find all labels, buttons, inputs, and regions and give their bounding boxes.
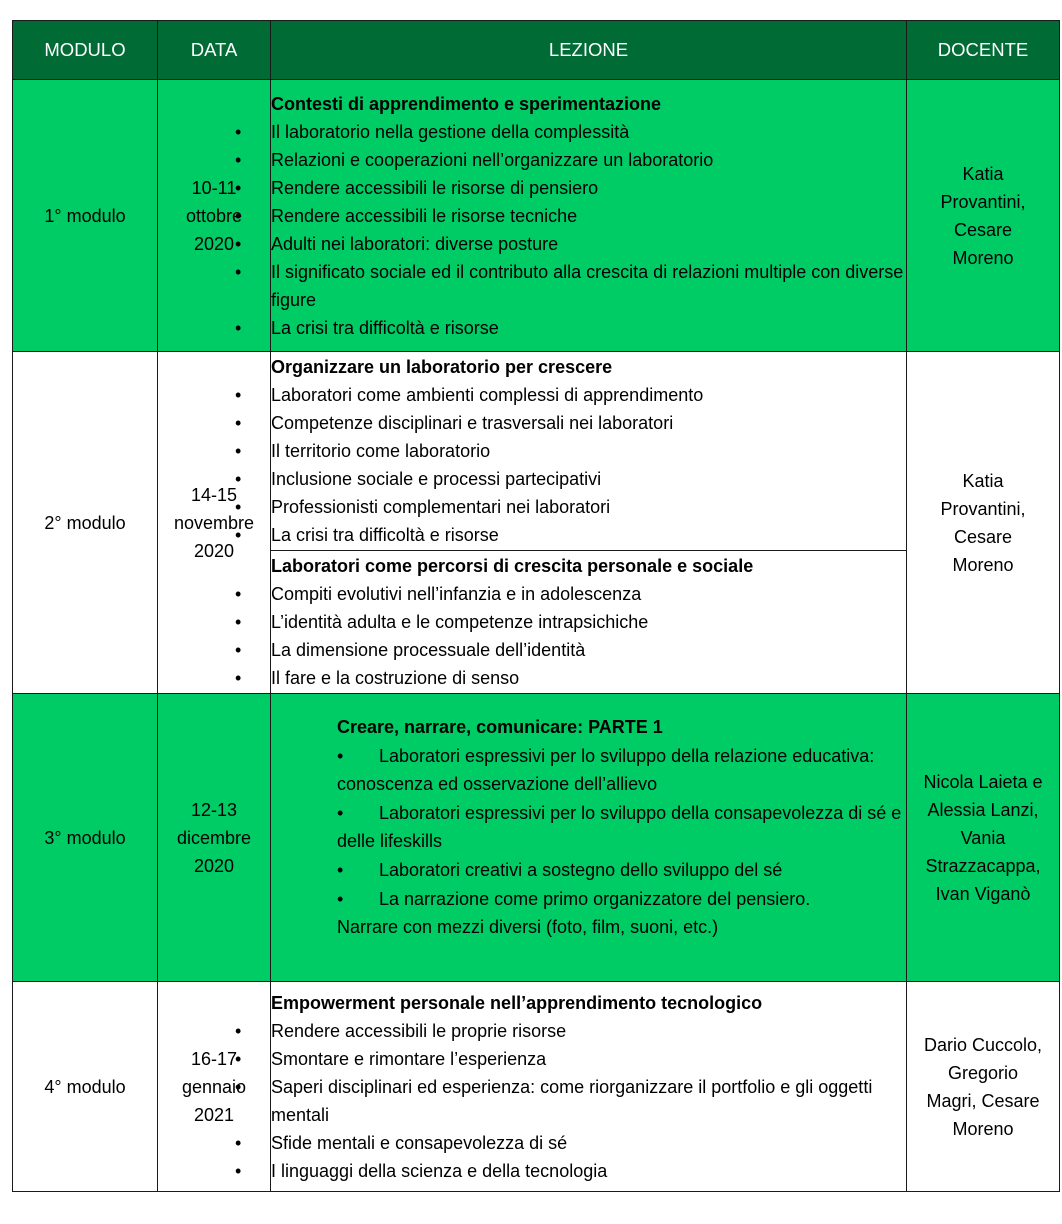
lesson-item-list — [271, 1017, 906, 1185]
docente-line: Cesare — [953, 219, 1013, 240]
date-line: 12-13 — [190, 799, 238, 820]
docente-line: Katia — [962, 163, 1004, 184]
lesson-title: Empowerment personale nell’apprendimento tecnologico — [271, 992, 763, 1013]
docente-line: Nicola Laieta e — [923, 771, 1043, 792]
lesson-item: • La crisi tra difficoltà e risorse — [235, 521, 906, 549]
lesson-cell — [271, 694, 907, 982]
header-lezione: LEZIONE — [271, 21, 907, 80]
lesson-title: Laboratori come percorsi di crescita personale e sociale — [271, 556, 754, 576]
bullet-icon: • — [337, 802, 344, 823]
date-line: 14-15 — [190, 484, 238, 505]
lesson-cell — [271, 982, 907, 1192]
lesson-item-list — [271, 580, 906, 692]
lesson-item: • Relazioni e cooperazioni nell’organizzare un laboratorio — [235, 146, 906, 174]
lesson-item: • Smontare e rimontare l’esperienza — [235, 1045, 906, 1073]
date-line: 2020 — [193, 540, 235, 561]
lesson-item: • La crisi tra difficoltà e risorse — [235, 314, 906, 342]
lesson-item: • Sfide mentali e consapevolezza di sé — [235, 1129, 906, 1157]
docente-cell — [907, 352, 1060, 694]
lesson-item-text: Laboratori espressivi per lo sviluppo della consapevolezza di sé e delle lifeskills — [337, 802, 902, 851]
bullet-icon: • — [337, 888, 344, 909]
header-modulo: MODULO — [13, 21, 158, 80]
lesson-item: • Laboratori come ambienti complessi di apprendimento — [235, 381, 906, 409]
docente-line: Moreno — [952, 247, 1014, 268]
docente-line: Magri, Cesare — [926, 1090, 1040, 1111]
lesson-item: • Rendere accessibili le risorse di pensiero — [235, 174, 906, 202]
module-row-1 — [13, 80, 1060, 352]
module-row-3 — [13, 694, 1060, 982]
lesson-item: • Inclusione sociale e processi partecipativi — [235, 465, 906, 493]
date-line: 2021 — [193, 1104, 235, 1125]
lesson-item-text: Laboratori creativi a sostegno dello sviluppo del sé — [379, 859, 783, 880]
lesson-cell — [271, 352, 907, 551]
lesson-item: • Saperi disciplinari ed esperienza: come riorganizzare il portfolio e gli oggetti mentali — [235, 1073, 906, 1129]
docente-cell — [907, 694, 1060, 982]
lesson-item: • Professionisti complementari nei laboratori — [235, 493, 906, 521]
date-line: novembre — [173, 512, 255, 533]
lesson-title: Organizzare un laboratorio per crescere — [271, 357, 613, 377]
date-line: ottobre — [185, 205, 243, 226]
lesson-item — [337, 856, 906, 884]
lesson-item: • I linguaggi della scienza e della tecnologia — [235, 1157, 906, 1185]
lesson-item — [337, 799, 906, 855]
lesson-item-list — [271, 381, 906, 549]
module-row-2 — [13, 352, 1060, 551]
docente-cell — [907, 982, 1060, 1192]
bullet-icon: • — [337, 859, 344, 880]
module-cell: 3° modulo — [13, 694, 158, 982]
docente-cell — [907, 80, 1060, 352]
lesson-item-text: Laboratori espressivi per lo sviluppo della relazione educativa: conoscenza ed osservazione dell’allievo — [337, 745, 875, 794]
docente-line: Katia — [962, 470, 1004, 491]
lesson-title: Creare, narrare, comunicare: PARTE 1 — [337, 716, 663, 737]
date-line: 16-17 — [190, 1048, 238, 1069]
lesson-extra-line: Narrare con mezzi diversi (foto, film, suoni, etc.) — [337, 916, 719, 937]
lesson-cell — [271, 80, 907, 352]
docente-line: Alessia Lanzi, — [927, 799, 1039, 820]
docente-line: Moreno — [952, 554, 1014, 575]
docente-line: Dario Cuccolo, — [923, 1034, 1043, 1055]
module-cell: 1° modulo — [13, 80, 158, 352]
header-row — [13, 21, 1060, 80]
date-line: 2020 — [193, 855, 235, 876]
lesson-item: • Il significato sociale ed il contributo alla crescita di relazioni multiple con diverse figure — [235, 258, 906, 314]
lesson-item: • Adulti nei laboratori: diverse posture — [235, 230, 906, 258]
docente-line: Strazzacappa, — [925, 855, 1041, 876]
lesson-cell — [271, 551, 907, 694]
lesson-item: • Il fare e la costruzione di senso — [235, 664, 906, 692]
lesson-item: • La dimensione processuale dell’identità — [235, 636, 906, 664]
lesson-item-list — [271, 118, 906, 342]
lesson-item: • Rendere accessibili le proprie risorse — [235, 1017, 906, 1045]
docente-line: Cesare — [953, 526, 1013, 547]
header-data: DATA — [158, 21, 271, 80]
lesson-item-text: La narrazione come primo organizzatore del pensiero. — [379, 888, 811, 909]
module-row-4 — [13, 982, 1060, 1192]
lesson-item — [337, 885, 906, 913]
module-cell: 2° modulo — [13, 352, 158, 694]
date-cell — [158, 694, 271, 982]
header-docente: DOCENTE — [907, 21, 1060, 80]
date-line: 2020 — [193, 233, 235, 254]
lesson-item: • L’identità adulta e le competenze intrapsichiche — [235, 608, 906, 636]
docente-line: Ivan Viganò — [935, 883, 1031, 904]
docente-line: Provantini, — [940, 191, 1026, 212]
lesson-item-list — [337, 742, 906, 913]
course-schedule-table — [12, 20, 1060, 1192]
lesson-title: Contesti di apprendimento e sperimentazione — [271, 93, 662, 114]
lesson-item: • Compiti evolutivi nell’infanzia e in adolescenza — [235, 580, 906, 608]
lesson-item: • Il laboratorio nella gestione della complessità — [235, 118, 906, 146]
module-cell: 4° modulo — [13, 982, 158, 1192]
lesson-item: • Il territorio come laboratorio — [235, 437, 906, 465]
date-line: dicembre — [176, 827, 252, 848]
bullet-icon: • — [337, 745, 344, 766]
docente-line: Gregorio — [947, 1062, 1019, 1083]
table-header — [13, 21, 1060, 80]
date-line: gennaio — [181, 1076, 247, 1097]
lesson-item: • Competenze disciplinari e trasversali nei laboratori — [235, 409, 906, 437]
lesson-item: • Rendere accessibili le risorse tecniche — [235, 202, 906, 230]
docente-line: Moreno — [952, 1118, 1014, 1139]
lesson-item — [337, 742, 906, 798]
docente-line: Vania — [960, 827, 1006, 848]
docente-line: Provantini, — [940, 498, 1026, 519]
date-line: 10-11 — [191, 177, 237, 198]
